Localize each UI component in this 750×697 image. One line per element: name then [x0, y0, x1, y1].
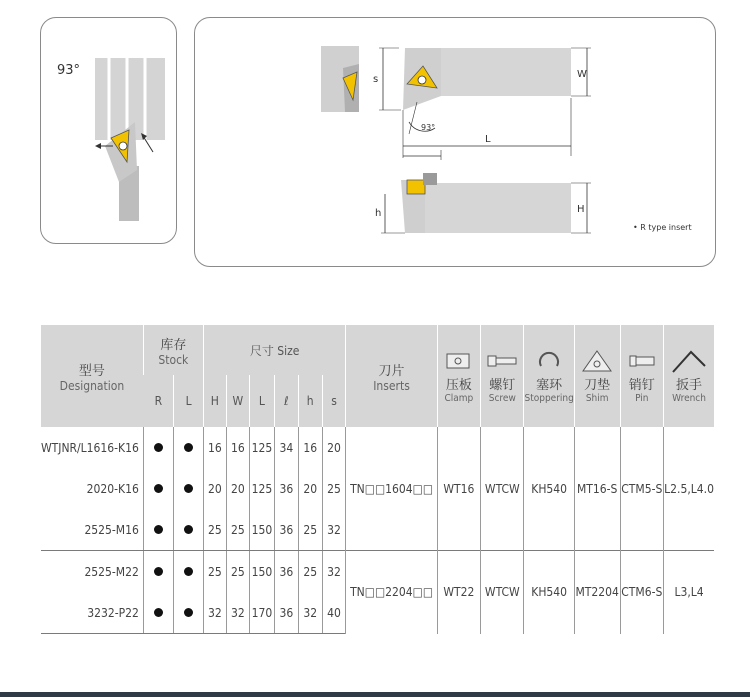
size-header-cn: 尺寸	[249, 343, 274, 358]
size-l-header: L	[249, 375, 274, 427]
screw-cell: WTCW	[481, 551, 524, 634]
stock-r-header: R	[143, 375, 173, 427]
bottom-border-bar	[0, 692, 750, 697]
stock-l-header: L	[174, 375, 204, 427]
dim-h-small-label: h	[375, 208, 382, 219]
angle-label: 93°	[57, 63, 81, 78]
pin-icon	[622, 348, 662, 374]
in-stock-dot	[184, 567, 193, 576]
size-ell-cell: 36	[275, 509, 299, 551]
designation-cell: 2525-M16	[41, 509, 143, 551]
size-ell-cell: 34	[275, 427, 299, 468]
table-row	[41, 551, 714, 593]
in-stock-dot	[184, 525, 193, 534]
right-diagram-panel	[194, 17, 716, 267]
wrench-cell: L3,L4	[664, 551, 714, 634]
in-stock-dot	[154, 443, 163, 452]
size-ell-cell: 36	[275, 468, 299, 509]
shim-cell: MT16-S	[574, 427, 620, 551]
size-header	[203, 325, 346, 375]
in-stock-dot	[154, 608, 163, 617]
stock-r-cell	[143, 427, 173, 468]
size-h-cell: 25	[203, 509, 226, 551]
in-stock-dot	[154, 567, 163, 576]
stock-l-cell	[174, 592, 204, 634]
designation-header: 型号 Designation	[41, 325, 143, 427]
tool-side-view-diagram	[41, 18, 176, 243]
stock-l-cell	[174, 551, 204, 593]
size-ell-cell: 36	[275, 551, 299, 593]
angle-93-label: 93°	[421, 123, 436, 132]
size-w-header: W	[226, 375, 249, 427]
size-h-cell: 20	[203, 468, 226, 509]
size-w-cell: 32	[226, 592, 249, 634]
shim-header: 刀垫 Shim	[574, 325, 620, 427]
size-s-cell: 40	[322, 592, 346, 634]
stock-r-cell	[143, 592, 173, 634]
size-h-small-cell: 16	[298, 427, 322, 468]
stock-r-cell	[143, 551, 173, 593]
stock-r-cell	[143, 468, 173, 509]
size-s-cell: 20	[322, 427, 346, 468]
designation-cell: 2525-M22	[41, 551, 143, 593]
dim-w-label: W	[577, 69, 587, 80]
insert-cell: TN□□1604□□	[346, 427, 437, 551]
size-l-cell: 150	[249, 551, 274, 593]
size-h-small-header: h	[298, 375, 322, 427]
size-s-cell: 32	[322, 509, 346, 551]
size-l-cell: 125	[249, 468, 274, 509]
size-h-cell: 16	[203, 427, 226, 468]
stock-l-cell	[174, 427, 204, 468]
size-w-cell: 25	[226, 509, 249, 551]
stock-l-cell	[174, 468, 204, 509]
clamp-header: 压板 Clamp	[437, 325, 480, 427]
dim-s-label: s	[373, 74, 379, 85]
size-ell-cell: 36	[275, 592, 299, 634]
tool-dimension-diagram	[195, 18, 715, 266]
size-h-small-cell: 25	[298, 551, 322, 593]
shim-cell: MT2204	[574, 551, 620, 634]
size-s-header: s	[322, 375, 346, 427]
size-w-cell: 25	[226, 551, 249, 593]
size-s-cell: 32	[322, 551, 346, 593]
stock-header: 库存 Stock	[143, 325, 203, 375]
in-stock-dot	[154, 525, 163, 534]
clamp-icon	[439, 348, 479, 374]
size-h-small-cell: 25	[298, 509, 322, 551]
size-ell-header: ℓ	[275, 375, 299, 427]
stock-l-cell	[174, 509, 204, 551]
designation-cell: WTJNR/L1616-K16	[41, 440, 139, 455]
size-l-cell: 170	[249, 592, 274, 634]
stopper-cell: KH540	[524, 427, 574, 551]
size-l-cell: 125	[249, 427, 274, 468]
stopper-cell: KH540	[524, 551, 574, 634]
pin-header: 销钉 Pin	[620, 325, 664, 427]
pin-cell: CTM5-S	[620, 427, 664, 551]
pin-cell: CTM6-S	[620, 551, 664, 634]
wrench-cell: L2.5,L4.0	[664, 427, 714, 551]
size-h-cell: 32	[203, 592, 226, 634]
stopper-ring-icon	[529, 348, 569, 374]
table-row	[41, 427, 714, 468]
in-stock-dot	[154, 484, 163, 493]
inserts-header: 刀片 Inserts	[346, 325, 437, 427]
size-h-small-cell: 32	[298, 592, 322, 634]
clamp-cell: WT22	[437, 551, 480, 634]
screw-icon	[482, 348, 522, 374]
size-h-cell: 25	[203, 551, 226, 593]
r-type-insert-note: • R type insert	[633, 223, 692, 232]
table-header-row-1	[41, 325, 714, 375]
screw-header: 螺钉 Screw	[481, 325, 524, 427]
size-l-cell: 150	[249, 509, 274, 551]
in-stock-dot	[184, 443, 193, 452]
dim-l-label: L	[485, 134, 491, 145]
dim-h-big-label: H	[577, 204, 585, 215]
in-stock-dot	[184, 484, 193, 493]
wrench-icon	[669, 348, 709, 374]
left-diagram-panel	[40, 17, 177, 244]
insert-cell: TN□□2204□□	[346, 551, 437, 634]
screw-cell: WTCW	[481, 427, 524, 551]
designation-cell: 2020-K16	[86, 481, 139, 496]
stopper-header: 塞环 Stoppering	[524, 325, 574, 427]
size-w-cell: 16	[226, 427, 249, 468]
in-stock-dot	[184, 608, 193, 617]
size-h-header: H	[203, 375, 226, 427]
specification-table	[41, 325, 714, 634]
size-header-en: Size	[277, 343, 300, 358]
size-s-cell: 25	[322, 468, 346, 509]
clamp-cell: WT16	[437, 427, 480, 551]
wrench-header: 扳手 Wrench	[664, 325, 714, 427]
stock-r-cell	[143, 509, 173, 551]
size-w-cell: 20	[226, 468, 249, 509]
designation-cell: 3232-P22	[41, 592, 143, 634]
shim-icon	[577, 348, 617, 374]
size-h-small-cell: 20	[298, 468, 322, 509]
